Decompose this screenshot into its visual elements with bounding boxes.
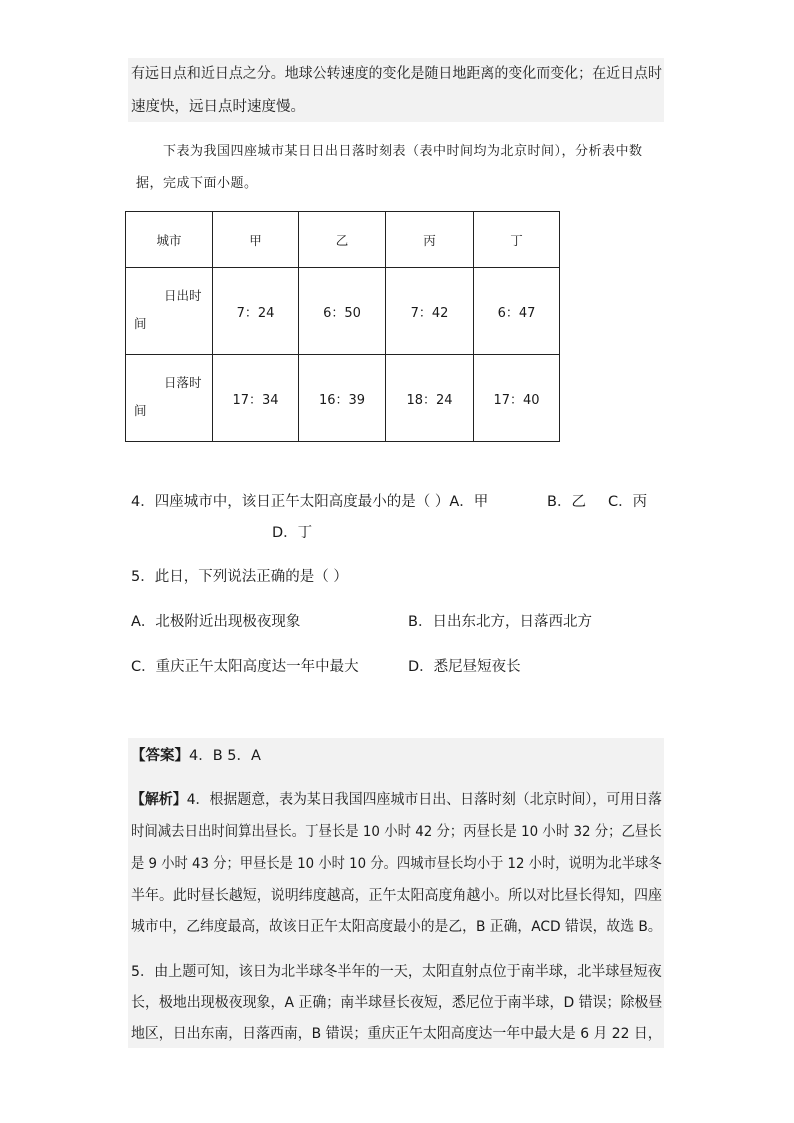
answer-text: 4．B 5．A bbox=[189, 748, 261, 764]
table-cell: 16：39 bbox=[299, 355, 386, 442]
analysis-line-5: 城市中，乙纬度最高，故该日正午太阳高度最小的是乙，B 正确，ACD 错误，故选 B。 bbox=[131, 919, 662, 935]
table-cell: 18：24 bbox=[386, 355, 474, 442]
table-header-cell: 城市 bbox=[126, 212, 213, 268]
table-cell: 17：40 bbox=[474, 355, 560, 442]
row-label-part-1: 日落时 bbox=[164, 375, 202, 390]
row-label-part-2: 间 bbox=[134, 316, 147, 331]
answer-tag: 【答案】 bbox=[131, 748, 189, 764]
q5-option-c: C．重庆正午太阳高度达一年中最大 bbox=[131, 659, 359, 675]
table-header-cell: 乙 bbox=[299, 212, 386, 268]
q5-option-b: B．日出东北方，日落西北方 bbox=[408, 614, 592, 630]
analysis-line-2: 时间减去日出时间算出昼长。丁昼长是 10 小时 42 分；丙昼长是 10 小时 32 分；乙昼长 bbox=[131, 824, 662, 840]
row-label-cell bbox=[126, 268, 213, 355]
answer-line bbox=[131, 746, 261, 766]
analysis-line-8: 地区，日出东南，日落西南，B 错误；重庆正午太阳高度达一年中最大是 6 月 22 日， bbox=[131, 1026, 662, 1042]
analysis-line-4: 半年。此时昼长越短，说明纬度越高，正午太阳高度角越小。所以对比昼长得知，四座 bbox=[131, 888, 662, 904]
analysis-text: 4．根据题意，表为某日我国四座城市日出、日落时刻（北京时间），可用日落 bbox=[186, 792, 662, 808]
table-header-cell: 丁 bbox=[474, 212, 560, 268]
table-header-row bbox=[126, 212, 560, 268]
analysis-line-6: 5．由上题可知，该日为北半球冬半年的一天，太阳直射点位于南半球，北半球昼短夜 bbox=[131, 964, 662, 980]
q4-stem: 4．四座城市中，该日正午太阳高度最小的是（ ）A．甲 bbox=[131, 494, 489, 510]
row-label-cell bbox=[126, 355, 213, 442]
analysis-tag: 【解析】 bbox=[131, 792, 187, 808]
table-cell: 6：47 bbox=[474, 268, 560, 355]
q5-stem: 5．此日，下列说法正确的是（ ） bbox=[131, 569, 348, 585]
row-label-part-2: 间 bbox=[134, 403, 147, 418]
q4-option-c: C．丙 bbox=[608, 494, 648, 510]
top-text-line-2: 速度快，远日点时速度慢。 bbox=[131, 99, 305, 115]
q5-option-a: A．北极附近出现极夜现象 bbox=[131, 614, 301, 630]
table-cell: 6：50 bbox=[299, 268, 386, 355]
table-cell: 7：24 bbox=[213, 268, 299, 355]
q4-option-b: B．乙 bbox=[547, 494, 586, 510]
table-cell: 7：42 bbox=[386, 268, 474, 355]
table-header-cell: 丙 bbox=[386, 212, 474, 268]
table-row-sunrise bbox=[126, 268, 560, 355]
analysis-line-1 bbox=[131, 790, 662, 810]
q4-option-d: D．丁 bbox=[272, 525, 313, 541]
q5-option-d: D．悉尼昼短夜长 bbox=[408, 659, 521, 675]
top-text-line-1: 有远日点和近日点之分。地球公转速度的变化是随日地距离的变化而变化；在近日点时 bbox=[131, 66, 662, 82]
table-header-cell: 甲 bbox=[213, 212, 299, 268]
table-cell: 17：34 bbox=[213, 355, 299, 442]
analysis-line-7: 长，极地出现极夜现象，A 正确；南半球昼长夜短，悉尼位于南半球，D 错误；除极昼 bbox=[131, 995, 663, 1011]
analysis-line-3: 是 9 小时 43 分；甲昼长是 10 小时 10 分。四城市昼长均小于 12 小时，说明为北半球冬 bbox=[131, 856, 662, 872]
row-label-part-1: 日出时 bbox=[164, 288, 202, 303]
intro-line-2: 据，完成下面小题。 bbox=[136, 176, 258, 191]
table-row-sunset bbox=[126, 355, 560, 442]
sunrise-sunset-table bbox=[125, 211, 560, 442]
intro-line-1: 下表为我国四座城市某日日出日落时刻表（表中时间均为北京时间），分析表中数 bbox=[163, 144, 643, 159]
